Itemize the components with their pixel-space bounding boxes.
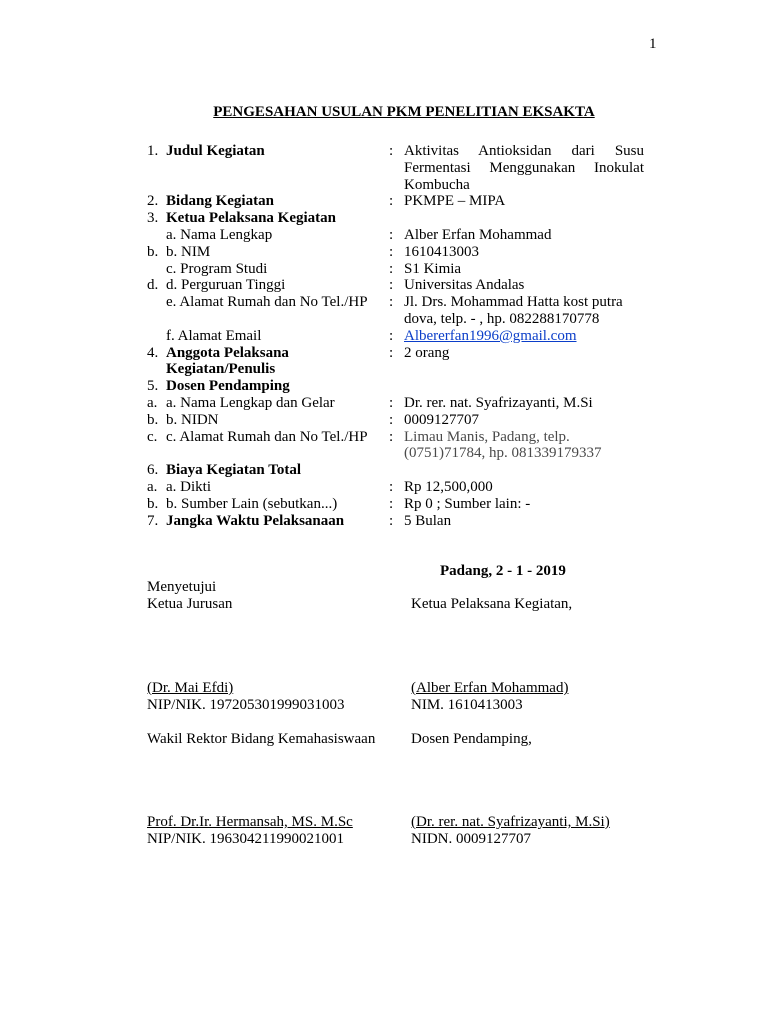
dosen-alamat-value-line1: Limau Manis, Padang, telp. (404, 429, 570, 445)
colon: : (389, 227, 394, 243)
place-date: Padang, 2 - 1 - 2019 (440, 563, 566, 579)
nama-value: Alber Erfan Mohammad (404, 227, 552, 243)
judul-value-line2: Fermentasi Menggunakan Inokulat (404, 160, 644, 176)
colon: : (389, 496, 394, 512)
sumber-value: Rp 0 ; Sumber lain: - (404, 496, 531, 512)
right-signer-name: (Alber Erfan Mohammad) (411, 680, 569, 696)
right-signer-name-2: (Dr. rer. nat. Syafrizayanti, M.Si) (411, 814, 610, 830)
alamat-value-line2: dova, telp. - , hp. 082288170778 (404, 311, 600, 327)
ketua-label: Ketua Pelaksana Kegiatan (166, 210, 337, 226)
dosen-nama-value: Dr. rer. nat. Syafrizayanti, M.Si (404, 395, 593, 411)
right-signer-id: NIM. 1610413003 (411, 697, 523, 713)
colon: : (389, 261, 394, 277)
alamat-value-line1: Jl. Drs. Mohammad Hatta kost putra (404, 294, 623, 310)
colon: : (389, 345, 394, 361)
item-letter: a. (147, 479, 158, 495)
dikti-value: Rp 12,500,000 (404, 479, 493, 495)
anggota-label-line1: Anggota Pelaksana (166, 345, 289, 361)
left-signer-id-2: NIP/NIK. 196304211990021001 (147, 831, 344, 847)
colon: : (389, 429, 394, 445)
colon: : (389, 294, 394, 310)
nim-value: 1610413003 (404, 244, 479, 260)
item-letter: c. (147, 429, 158, 445)
dosen-label: Dosen Pendamping (166, 378, 290, 394)
dikti-label: a. Dikti (166, 479, 211, 495)
item-number: 3. (147, 210, 159, 226)
judul-value-line1: Aktivitas Antioksidan dari Susu (404, 143, 644, 159)
biaya-label: Biaya Kegiatan Total (166, 462, 302, 478)
item-number: 6. (147, 462, 159, 478)
page-title: PENGESAHAN USULAN PKM PENELITIAN EKSAKTA (213, 104, 595, 120)
bidang-label: Bidang Kegiatan (166, 193, 274, 209)
page-number: 1 (649, 36, 657, 52)
left-signer-name-2: Prof. Dr.Ir. Hermansah, MS. M.Sc (147, 814, 353, 830)
bidang-value: PKMPE – MIPA (404, 193, 506, 209)
left-signer-name: (Dr. Mai Efdi) (147, 680, 234, 696)
right-signer-role: Ketua Pelaksana Kegiatan, (411, 596, 573, 612)
item-letter: b. (147, 244, 159, 260)
right-signer-id-2: NIDN. 0009127707 (411, 831, 531, 847)
item-letter: d. (147, 277, 159, 293)
sumber-label: b. Sumber Lain (sebutkan...) (166, 496, 338, 512)
pt-label: d. Perguruan Tinggi (166, 277, 286, 293)
item-letter: b. (147, 496, 159, 512)
left-signer-id: NIP/NIK. 197205301999031003 (147, 697, 345, 713)
item-number: 5. (147, 378, 159, 394)
prodi-value: S1 Kimia (404, 261, 462, 277)
email-label: f. Alamat Email (166, 328, 262, 344)
email-link[interactable]: Albererfan1996@gmail.com (404, 328, 577, 344)
judul-label: Judul Kegiatan (166, 143, 265, 159)
colon: : (389, 395, 394, 411)
item-number: 7. (147, 513, 159, 529)
judul-value-line3: Kombucha (404, 177, 470, 193)
item-number: 2. (147, 193, 159, 209)
colon: : (389, 412, 394, 428)
anggota-label-line2: Kegiatan/Penulis (166, 361, 276, 377)
item-number: 4. (147, 345, 159, 361)
dosen-alamat-label: c. Alamat Rumah dan No Tel./HP (166, 429, 368, 445)
nama-label: a. Nama Lengkap (166, 227, 273, 243)
approval-text: Menyetujui (147, 579, 217, 595)
nim-label: b. NIM (166, 244, 211, 260)
alamat-label: e. Alamat Rumah dan No Tel./HP (166, 294, 368, 310)
prodi-label: c. Program Studi (166, 261, 268, 277)
jangka-value: 5 Bulan (404, 513, 452, 529)
pt-value: Universitas Andalas (404, 277, 525, 293)
left-signer-role-2: Wakil Rektor Bidang Kemahasiswaan (147, 731, 376, 747)
colon: : (389, 277, 394, 293)
nidn-value: 0009127707 (404, 412, 479, 428)
item-number: 1. (147, 143, 159, 159)
colon: : (389, 328, 394, 344)
colon: : (389, 479, 394, 495)
item-letter: a. (147, 395, 158, 411)
left-signer-role: Ketua Jurusan (147, 596, 233, 612)
dosen-alamat-value-line2: (0751)71784, hp. 081339179337 (404, 445, 602, 461)
colon: : (389, 513, 394, 529)
colon: : (389, 244, 394, 260)
dosen-nama-label: a. Nama Lengkap dan Gelar (166, 395, 335, 411)
colon: : (389, 193, 394, 209)
item-letter: b. (147, 412, 159, 428)
anggota-value: 2 orang (404, 345, 450, 361)
colon: : (389, 143, 394, 159)
nidn-label: b. NIDN (166, 412, 219, 428)
right-signer-role-2: Dosen Pendamping, (411, 731, 532, 747)
jangka-label: Jangka Waktu Pelaksanaan (166, 513, 345, 529)
